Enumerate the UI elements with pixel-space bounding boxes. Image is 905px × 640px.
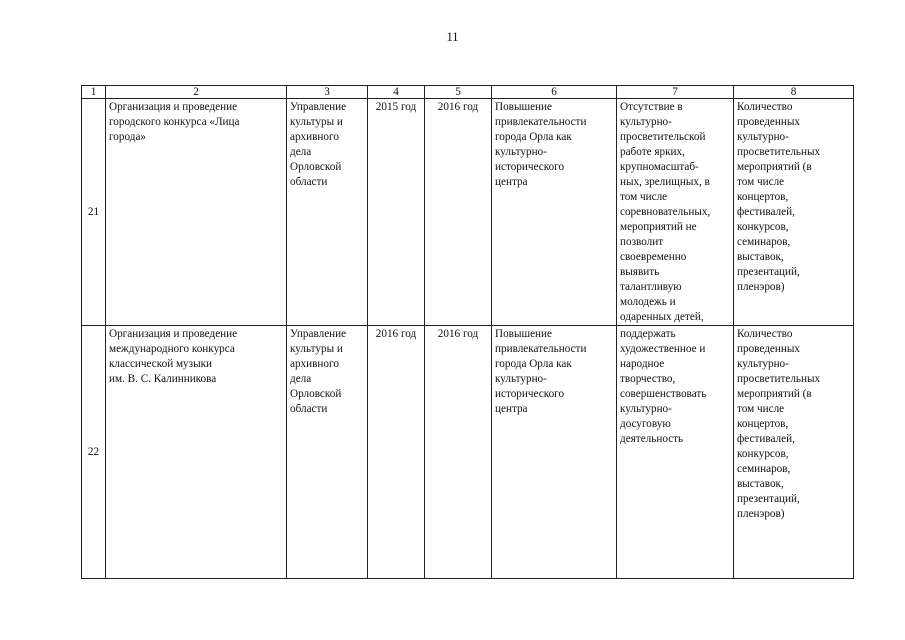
column-header: 1 [82, 86, 106, 99]
result-cell [492, 326, 617, 579]
indicator-text: Количество проведенных культурно- просветительных мероприятий (в том числе концертов, фестивалей, конкурсов, семинаров, выставок, презентаций, пленэров) [737, 328, 821, 520]
column-header: 5 [425, 86, 492, 99]
consequences-text: поддержать художественное и народное творчество, совершенствовать культурно- досуговую деятельность [620, 328, 707, 445]
event-text: Организация и проведение городского конкурса «Лица города» [109, 101, 240, 143]
column-header: 4 [368, 86, 425, 99]
indicator-cell [734, 326, 854, 579]
column-header: 2 [106, 86, 287, 99]
row-number: 22 [82, 326, 106, 579]
consequences-cell [617, 99, 734, 326]
result-text: Повышение привлекательности города Орла как культурно- исторического центра [495, 328, 587, 415]
result-text: Повышение привлекательности города Орла как культурно- исторического центра [495, 101, 587, 188]
executor-text: Управление культуры и архивного дела Орловской области [290, 328, 347, 415]
column-header: 8 [734, 86, 854, 99]
end-year-cell: 2016 год [425, 326, 492, 579]
table-header-row [82, 86, 854, 99]
column-header: 6 [492, 86, 617, 99]
event-cell [106, 99, 287, 326]
consequences-text: Отсутствие в культурно- просветительской работе ярких, крупномасштаб- ных, зрелищных, в том числе соревновательных, мероприятий не позволит своевременно выявить талантливую молодежь и одаренных детей, [620, 101, 711, 323]
end-year-cell: 2016 год [425, 99, 492, 326]
start-year-cell: 2015 год [368, 99, 425, 326]
page-number: 11 [446, 30, 459, 44]
result-cell [492, 99, 617, 326]
start-year-cell: 2016 год [368, 326, 425, 579]
executor-text: Управление культуры и архивного дела Орловской области [290, 101, 347, 188]
executor-cell [287, 326, 368, 579]
indicator-text: Количество проведенных культурно- просветительных мероприятий (в том числе концертов, фестивалей, конкурсов, семинаров, выставок, презентаций, пленэров) [737, 101, 821, 293]
event-text: Организация и проведение международного конкурса классической музыки им. В. С. Калинникова [109, 328, 238, 385]
table-row [82, 326, 854, 579]
program-table [81, 85, 854, 579]
row-number: 21 [82, 99, 106, 326]
table-row [82, 99, 854, 326]
event-cell [106, 326, 287, 579]
column-header: 7 [617, 86, 734, 99]
indicator-cell [734, 99, 854, 326]
consequences-cell [617, 326, 734, 579]
executor-cell [287, 99, 368, 326]
column-header: 3 [287, 86, 368, 99]
